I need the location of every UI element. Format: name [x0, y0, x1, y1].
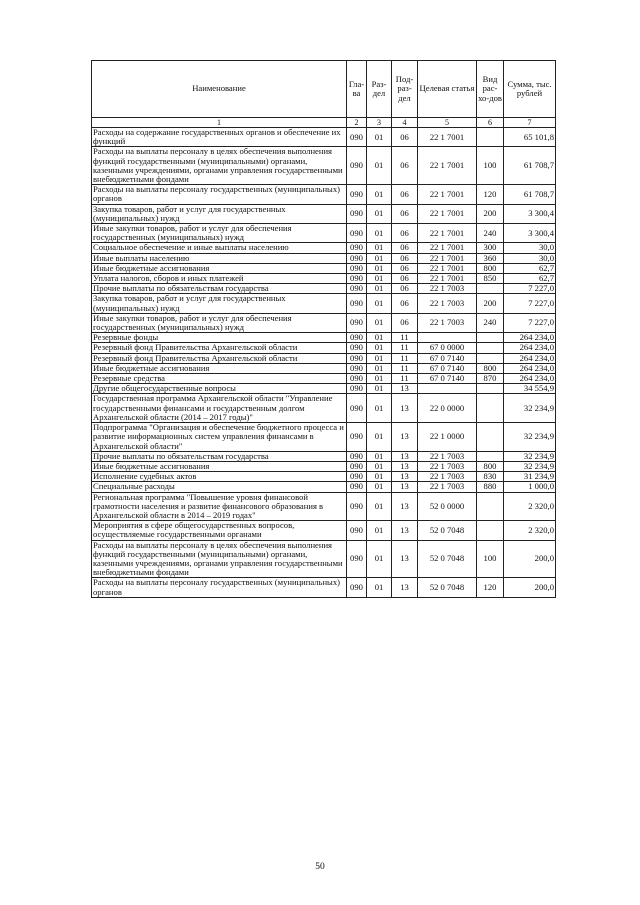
row-vid-rashodov: 200: [477, 204, 504, 223]
row-celevaya-statya: 22 1 7001: [418, 185, 477, 204]
row-vid-rashodov: [477, 333, 504, 343]
row-podrazdel: 13: [392, 384, 418, 394]
row-glava: 090: [347, 204, 367, 223]
row-celevaya-statya: 67 0 0000: [418, 343, 477, 353]
row-celevaya-statya: 22 1 7001: [418, 147, 477, 185]
row-celevaya-statya: 22 1 7003: [418, 461, 477, 471]
row-razdel: 01: [367, 313, 392, 332]
column-number: 7: [504, 118, 556, 128]
row-glava: 090: [347, 333, 367, 343]
row-vid-rashodov: 120: [477, 578, 504, 597]
row-celevaya-statya: 67 0 7140: [418, 374, 477, 384]
row-glava: 090: [347, 521, 367, 540]
row-glava: 090: [347, 492, 367, 521]
row-podrazdel: 06: [392, 128, 418, 147]
row-vid-rashodov: [477, 284, 504, 294]
row-razdel: 01: [367, 185, 392, 204]
row-glava: 090: [347, 363, 367, 373]
row-podrazdel: 13: [392, 578, 418, 597]
row-razdel: 01: [367, 294, 392, 313]
table-row: [92, 343, 556, 353]
table-row: [92, 482, 556, 492]
table-row: [92, 313, 556, 332]
row-celevaya-statya: 22 1 7003: [418, 451, 477, 461]
budget-table: [91, 60, 556, 598]
row-summa: 34 554,9: [504, 384, 556, 394]
row-podrazdel: 06: [392, 253, 418, 263]
column-number: 6: [477, 118, 504, 128]
row-celevaya-statya: 22 1 7001: [418, 224, 477, 243]
column-number: 3: [367, 118, 392, 128]
row-razdel: 01: [367, 521, 392, 540]
row-celevaya-statya: 22 1 7001: [418, 263, 477, 273]
row-name: Закупка товаров, работ и услуг для государственных (муниципальных) нужд: [92, 204, 347, 223]
row-podrazdel: 06: [392, 294, 418, 313]
row-summa: 61 708,7: [504, 185, 556, 204]
row-vid-rashodov: [477, 384, 504, 394]
row-vid-rashodov: [477, 451, 504, 461]
row-summa: 65 101,8: [504, 128, 556, 147]
row-celevaya-statya: 52 0 7048: [418, 540, 477, 578]
row-razdel: 01: [367, 343, 392, 353]
table-row: [92, 363, 556, 373]
header-glava: Гла-ва: [347, 61, 367, 118]
row-podrazdel: 13: [392, 492, 418, 521]
row-summa: 30,0: [504, 253, 556, 263]
row-vid-rashodov: 870: [477, 374, 504, 384]
row-glava: 090: [347, 374, 367, 384]
row-glava: 090: [347, 243, 367, 253]
table-row: [92, 333, 556, 343]
row-glava: 090: [347, 263, 367, 273]
row-vid-rashodov: 100: [477, 147, 504, 185]
column-number: 2: [347, 118, 367, 128]
row-podrazdel: 13: [392, 423, 418, 452]
row-vid-rashodov: 800: [477, 461, 504, 471]
row-podrazdel: 13: [392, 394, 418, 423]
row-summa: 264 234,0: [504, 343, 556, 353]
row-razdel: 01: [367, 578, 392, 597]
row-vid-rashodov: 200: [477, 294, 504, 313]
table-row: [92, 185, 556, 204]
row-razdel: 01: [367, 363, 392, 373]
row-razdel: 01: [367, 263, 392, 273]
table-row: [92, 540, 556, 578]
row-vid-rashodov: [477, 343, 504, 353]
row-razdel: 01: [367, 243, 392, 253]
row-vid-rashodov: [477, 492, 504, 521]
column-number: 5: [418, 118, 477, 128]
table-row: [92, 461, 556, 471]
row-vid-rashodov: [477, 353, 504, 363]
row-celevaya-statya: 22 1 7003: [418, 294, 477, 313]
table-row: [92, 384, 556, 394]
row-glava: 090: [347, 451, 367, 461]
row-vid-rashodov: 100: [477, 540, 504, 578]
row-razdel: 01: [367, 204, 392, 223]
row-vid-rashodov: 880: [477, 482, 504, 492]
row-name: Иные закупки товаров, работ и услуг для обеспечения государственных (муниципальных) нужд: [92, 224, 347, 243]
table-row: [92, 224, 556, 243]
row-name: Региональная программа "Повышение уровня финансовой грамотности населения и развитие финансового образования в Архангельской области в 2014 – 2019 годах": [92, 492, 347, 521]
row-glava: 090: [347, 482, 367, 492]
row-glava: 090: [347, 353, 367, 363]
header-razdel: Раз-дел: [367, 61, 392, 118]
table-row: [92, 374, 556, 384]
row-summa: 31 234,9: [504, 472, 556, 482]
row-summa: 2 320,0: [504, 492, 556, 521]
row-name: Расходы на выплаты персоналу государственных (муниципальных) органов: [92, 578, 347, 597]
row-name: Резервный фонд Правительства Архангельской области: [92, 343, 347, 353]
table-row: [92, 284, 556, 294]
row-podrazdel: 11: [392, 333, 418, 343]
row-vid-rashodov: 300: [477, 243, 504, 253]
row-glava: 090: [347, 384, 367, 394]
row-vid-rashodov: [477, 394, 504, 423]
row-podrazdel: 13: [392, 451, 418, 461]
row-razdel: 01: [367, 451, 392, 461]
row-razdel: 01: [367, 540, 392, 578]
table-row: [92, 492, 556, 521]
row-podrazdel: 06: [392, 204, 418, 223]
row-podrazdel: 13: [392, 472, 418, 482]
row-name: Социальное обеспечение и иные выплаты населению: [92, 243, 347, 253]
table-row: [92, 147, 556, 185]
row-summa: 62,7: [504, 274, 556, 284]
row-name: Другие общегосударственные вопросы: [92, 384, 347, 394]
row-glava: 090: [347, 224, 367, 243]
row-name: Иные закупки товаров, работ и услуг для обеспечения государственных (муниципальных) нужд: [92, 313, 347, 332]
table-body: [92, 128, 556, 598]
row-summa: 264 234,0: [504, 374, 556, 384]
row-razdel: 01: [367, 374, 392, 384]
row-vid-rashodov: 850: [477, 274, 504, 284]
row-summa: 61 708,7: [504, 147, 556, 185]
row-razdel: 01: [367, 253, 392, 263]
row-celevaya-statya: [418, 384, 477, 394]
row-vid-rashodov: [477, 128, 504, 147]
row-name: Резервные средства: [92, 374, 347, 384]
row-name: Резервный фонд Правительства Архангельской области: [92, 353, 347, 363]
row-summa: 32 234,9: [504, 423, 556, 452]
row-celevaya-statya: 67 0 7140: [418, 353, 477, 363]
row-podrazdel: 06: [392, 274, 418, 284]
row-celevaya-statya: 22 1 7001: [418, 274, 477, 284]
row-razdel: 01: [367, 274, 392, 284]
row-razdel: 01: [367, 224, 392, 243]
header-celevaya-statya: Целевая статья: [418, 61, 477, 118]
row-celevaya-statya: 22 1 7001: [418, 243, 477, 253]
row-celevaya-statya: 22 1 7003: [418, 482, 477, 492]
row-name: Расходы на выплаты персоналу государственных (муниципальных) органов: [92, 185, 347, 204]
row-glava: 090: [347, 394, 367, 423]
row-razdel: 01: [367, 128, 392, 147]
row-glava: 090: [347, 284, 367, 294]
row-summa: 32 234,9: [504, 394, 556, 423]
row-podrazdel: 06: [392, 147, 418, 185]
row-vid-rashodov: 360: [477, 253, 504, 263]
row-summa: 2 320,0: [504, 521, 556, 540]
row-name: Государственная программа Архангельской области "Управление государственными финансами и государственным долгом Архангельской области (2014 – 2017 годы)": [92, 394, 347, 423]
table-row: [92, 451, 556, 461]
row-name: Подпрограмма "Организация и обеспечение бюджетного процесса и развитие информационных систем управления финансами в Архангельской области": [92, 423, 347, 452]
row-razdel: 01: [367, 333, 392, 343]
row-razdel: 01: [367, 147, 392, 185]
row-name: Исполнение судебных актов: [92, 472, 347, 482]
row-podrazdel: 11: [392, 343, 418, 353]
row-vid-rashodov: 800: [477, 363, 504, 373]
row-glava: 090: [347, 540, 367, 578]
row-celevaya-statya: 22 1 7003: [418, 472, 477, 482]
row-glava: 090: [347, 128, 367, 147]
row-name: Расходы на выплаты персоналу в целях обеспечения выполнения функций государственными (муниципальными) органами, казенными учреждениями, органами управления государственными внебюджетными фондами: [92, 540, 347, 578]
row-celevaya-statya: 52 0 0000: [418, 492, 477, 521]
table-row: [92, 204, 556, 223]
row-podrazdel: 06: [392, 224, 418, 243]
row-podrazdel: 11: [392, 353, 418, 363]
row-celevaya-statya: 22 1 7001: [418, 128, 477, 147]
row-summa: 3 300,4: [504, 204, 556, 223]
row-glava: 090: [347, 185, 367, 204]
row-name: Уплата налогов, сборов и иных платежей: [92, 274, 347, 284]
row-summa: 62,7: [504, 263, 556, 273]
row-name: Прочие выплаты по обязательствам государства: [92, 284, 347, 294]
row-name: Иные бюджетные ассигнования: [92, 461, 347, 471]
row-podrazdel: 13: [392, 482, 418, 492]
row-glava: 090: [347, 472, 367, 482]
table-row: [92, 243, 556, 253]
row-celevaya-statya: 52 0 7048: [418, 578, 477, 597]
row-summa: 200,0: [504, 578, 556, 597]
row-podrazdel: 06: [392, 185, 418, 204]
row-name: Расходы на выплаты персоналу в целях обеспечения выполнения функций государственными (муниципальными) органами, казенными учреждениями, органами управления государственными внебюджетными фондами: [92, 147, 347, 185]
row-vid-rashodov: [477, 521, 504, 540]
row-glava: 090: [347, 313, 367, 332]
row-name: Специальные расходы: [92, 482, 347, 492]
row-summa: 264 234,0: [504, 333, 556, 343]
row-summa: 7 227,0: [504, 294, 556, 313]
row-podrazdel: 06: [392, 284, 418, 294]
row-vid-rashodov: 240: [477, 224, 504, 243]
row-summa: 30,0: [504, 243, 556, 253]
row-summa: 3 300,4: [504, 224, 556, 243]
header-vid-rashodov: Вид рас-хо-дов: [477, 61, 504, 118]
row-summa: 264 234,0: [504, 363, 556, 373]
column-number: 4: [392, 118, 418, 128]
table-row: [92, 472, 556, 482]
row-razdel: 01: [367, 423, 392, 452]
row-razdel: 01: [367, 353, 392, 363]
column-number: 1: [92, 118, 347, 128]
row-summa: 264 234,0: [504, 353, 556, 363]
row-glava: 090: [347, 274, 367, 284]
row-podrazdel: 06: [392, 243, 418, 253]
row-name: Иные бюджетные ассигнования: [92, 363, 347, 373]
row-razdel: 01: [367, 284, 392, 294]
row-glava: 090: [347, 423, 367, 452]
row-razdel: 01: [367, 482, 392, 492]
row-celevaya-statya: 22 1 7003: [418, 313, 477, 332]
row-glava: 090: [347, 253, 367, 263]
header-summa: Сумма, тыс. рублей: [504, 61, 556, 118]
row-podrazdel: 11: [392, 374, 418, 384]
row-summa: 200,0: [504, 540, 556, 578]
row-summa: 32 234,9: [504, 451, 556, 461]
row-celevaya-statya: 52 0 7048: [418, 521, 477, 540]
table-row: [92, 128, 556, 147]
row-vid-rashodov: 830: [477, 472, 504, 482]
row-name: Расходы на содержание государственных органов и обеспечение их функций: [92, 128, 347, 147]
row-vid-rashodov: 120: [477, 185, 504, 204]
table-row: [92, 294, 556, 313]
row-glava: 090: [347, 294, 367, 313]
row-podrazdel: 13: [392, 540, 418, 578]
row-razdel: 01: [367, 472, 392, 482]
row-name: Прочие выплаты по обязательствам государства: [92, 451, 347, 461]
row-name: Мероприятия в сфере общегосударственных вопросов, осуществляемые государственными органами: [92, 521, 347, 540]
row-vid-rashodov: 800: [477, 263, 504, 273]
row-summa: 1 000,0: [504, 482, 556, 492]
row-podrazdel: 06: [392, 263, 418, 273]
table-row: [92, 263, 556, 273]
row-razdel: 01: [367, 384, 392, 394]
row-vid-rashodov: [477, 423, 504, 452]
table-header-row: [92, 61, 556, 118]
row-name: Иные бюджетные ассигнования: [92, 263, 347, 273]
row-glava: 090: [347, 461, 367, 471]
table-row: [92, 423, 556, 452]
row-name: Закупка товаров, работ и услуг для государственных (муниципальных) нужд: [92, 294, 347, 313]
row-celevaya-statya: [418, 333, 477, 343]
row-glava: 090: [347, 343, 367, 353]
row-name: Резервные фонды: [92, 333, 347, 343]
column-number-row: [92, 118, 556, 128]
row-name: Иные выплаты населению: [92, 253, 347, 263]
table-row: [92, 521, 556, 540]
table-row: [92, 394, 556, 423]
row-podrazdel: 06: [392, 313, 418, 332]
row-celevaya-statya: 22 1 0000: [418, 423, 477, 452]
table-row: [92, 578, 556, 597]
row-celevaya-statya: 67 0 7140: [418, 363, 477, 373]
row-vid-rashodov: 240: [477, 313, 504, 332]
row-summa: 7 227,0: [504, 284, 556, 294]
row-podrazdel: 13: [392, 521, 418, 540]
row-summa: 32 234,9: [504, 461, 556, 471]
row-podrazdel: 11: [392, 363, 418, 373]
table-row: [92, 253, 556, 263]
header-name: Наименование: [92, 61, 347, 118]
row-celevaya-statya: 22 1 7001: [418, 253, 477, 263]
row-celevaya-statya: 22 1 7001: [418, 204, 477, 223]
row-summa: 7 227,0: [504, 313, 556, 332]
row-razdel: 01: [367, 394, 392, 423]
table-row: [92, 353, 556, 363]
row-celevaya-statya: 22 0 0000: [418, 394, 477, 423]
row-razdel: 01: [367, 492, 392, 521]
header-podrazdel: Под-раз-дел: [392, 61, 418, 118]
row-podrazdel: 13: [392, 461, 418, 471]
page-number: 50: [315, 862, 325, 872]
row-celevaya-statya: 22 1 7003: [418, 284, 477, 294]
table-row: [92, 274, 556, 284]
row-glava: 090: [347, 578, 367, 597]
row-razdel: 01: [367, 461, 392, 471]
row-glava: 090: [347, 147, 367, 185]
